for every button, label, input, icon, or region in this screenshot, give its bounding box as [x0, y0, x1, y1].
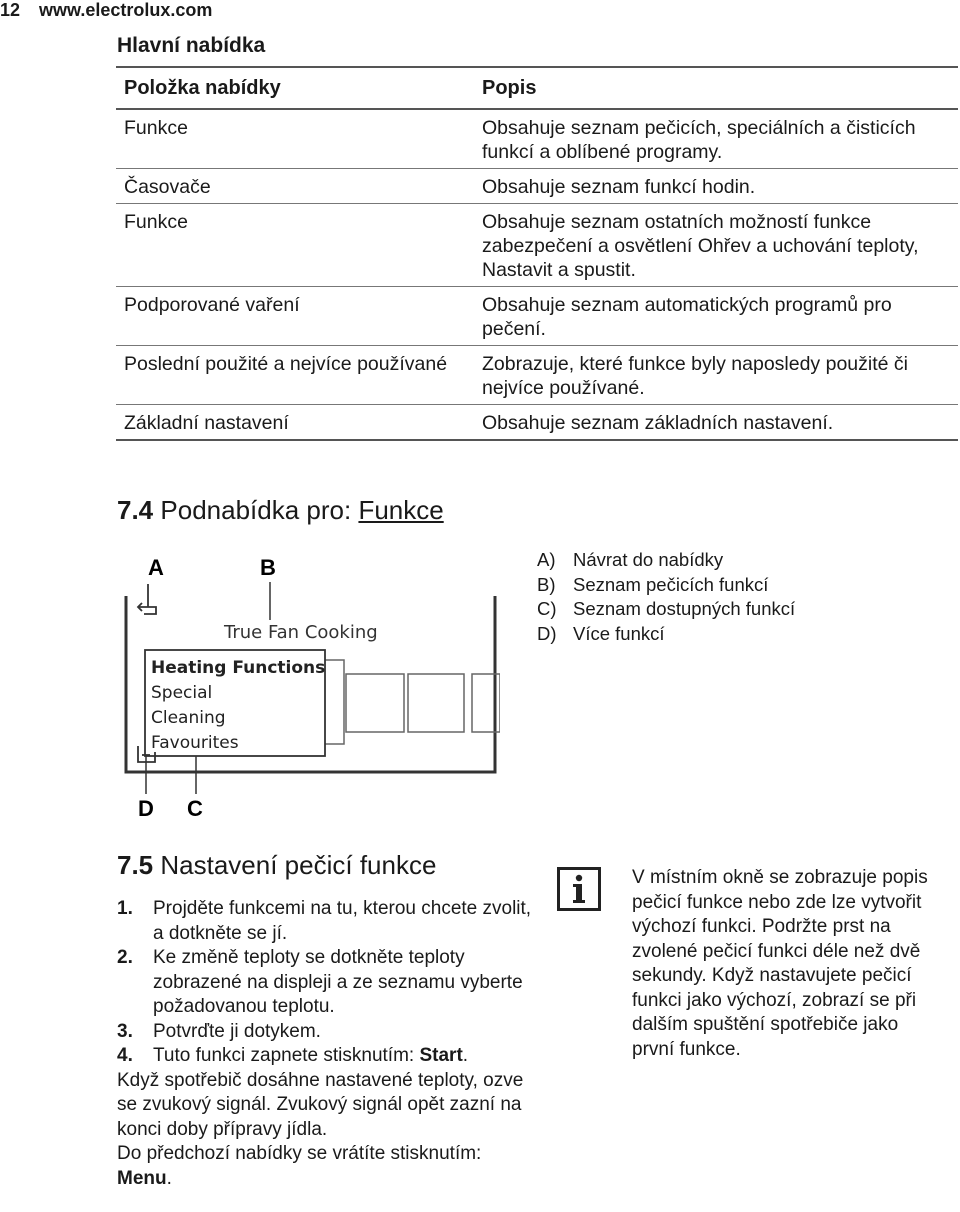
step-item: 3. Potvrďte ji dotykem. — [117, 1020, 321, 1042]
legend-item: A) Návrat do nabídky — [537, 549, 724, 570]
label-a: A — [148, 555, 164, 580]
list-item-cleaning[interactable]: Cleaning — [151, 708, 226, 728]
section-75-heading — [117, 850, 436, 881]
menu-item-desc: Obsahuje seznam pečicích, speciálních a čisticích funkcí a oblíbené programy. — [482, 117, 916, 163]
menu-item-name: Podporované vaření — [116, 287, 474, 346]
table-header-row — [116, 67, 958, 109]
table-row — [116, 287, 958, 346]
label-d: D — [138, 796, 154, 821]
info-note: V místním okně se zobrazuje popis pečicí funkce nebo zde lze vytvořit výchozí funkci. Podržte prst na zvolené pečicí funkci déle než dvě sekundy. Když nastavujete pečicí funkci jako výchozí, zobrazí se při dalším spuštění spotřebiče jako první funkce. — [632, 867, 928, 1060]
page-header — [0, 0, 212, 21]
menu-item-desc: Obsahuje seznam automatických programů pro pečení. — [474, 287, 958, 346]
legend-item: C) Seznam dostupných funkcí — [537, 598, 796, 619]
menu-item-name: Funkce — [124, 117, 188, 139]
section-number: 7.4 — [117, 495, 154, 525]
list-item-favourites[interactable]: Favourites — [151, 733, 239, 753]
section-link-funkce[interactable]: Funkce — [358, 495, 444, 525]
menu-item-name: Poslední použité a nejvíce používané — [116, 346, 474, 405]
list-item-special[interactable]: Special — [151, 683, 213, 703]
section-74-heading — [117, 495, 444, 526]
info-icon — [557, 867, 601, 911]
menu-item-name: Základní nastavení — [116, 405, 474, 441]
main-menu-table — [116, 66, 958, 441]
page-number: 12 — [0, 0, 21, 20]
back-arrow-icon[interactable] — [138, 584, 156, 614]
table-row — [116, 169, 958, 204]
section-title: Podnabídka pro: — [160, 495, 352, 525]
header-url: www.electrolux.com — [39, 0, 213, 20]
menu-item-name: Funkce — [116, 204, 474, 287]
menu-item-desc: Obsahuje seznam ostatních možností funkce zabezpečení a osvětlení Ohřev a uchování teploty, Nastavit a spustit. — [474, 204, 958, 287]
table-row — [116, 109, 958, 169]
section-title: Nastavení pečicí funkce — [160, 850, 437, 880]
label-c: C — [187, 796, 203, 821]
steps-list — [117, 897, 537, 1191]
section-number: 7.5 — [117, 850, 154, 880]
label-b: B — [260, 555, 276, 580]
current-function: True Fan Cooking — [224, 622, 378, 643]
paragraph-signal: Když spotřebič dosáhne nastavené teploty, ozve se zvukový signál. Zvukový signál opět zazní na konci doby přípravy jídla. — [117, 1069, 524, 1140]
column-header-desc: Popis — [474, 67, 958, 109]
menu-keyword: Menu — [117, 1167, 167, 1189]
table-row — [116, 204, 958, 287]
legend-item: D) Více funkcí — [537, 622, 665, 644]
menu-item-name: Časovače — [116, 169, 474, 204]
table-row — [116, 405, 958, 441]
table-row — [116, 346, 958, 405]
carousel-tile[interactable] — [346, 674, 404, 732]
step-item: 1. Projděte funkcemi na tu, kterou chcete zvolit, a dotkněte se jí. — [117, 898, 532, 944]
paragraph-menu: Do předchozí nabídky se vrátíte stisknutím: Menu. — [117, 1143, 482, 1189]
list-item-heating-functions[interactable]: Heating Functions — [151, 658, 326, 678]
carousel-tile[interactable] — [408, 674, 464, 732]
start-keyword: Start — [419, 1045, 463, 1066]
legend-item: B) Seznam pečicích funkcí — [537, 573, 769, 595]
step-item: 4. Tuto funkci zapnete stisknutím: Start. — [117, 1045, 469, 1066]
menu-item-desc: Obsahuje seznam základních nastavení. — [474, 405, 958, 441]
menu-item-desc: Obsahuje seznam funkcí hodin. — [474, 169, 958, 204]
main-menu-title: Hlavní nabídka — [117, 34, 266, 57]
menu-item-desc: Zobrazuje, které funkce byly naposledy použité či nejvíce používané. — [474, 346, 958, 405]
diagram-legend — [537, 548, 795, 646]
column-header-item: Položka nabídky — [116, 67, 474, 109]
carousel-tile[interactable] — [324, 660, 344, 744]
step-item: 2. Ke změně teploty se dotkněte teploty zobrazené na displeji a ze seznamu vyberte požadovanou teplotu. — [117, 947, 523, 1017]
display-diagram — [120, 550, 500, 830]
